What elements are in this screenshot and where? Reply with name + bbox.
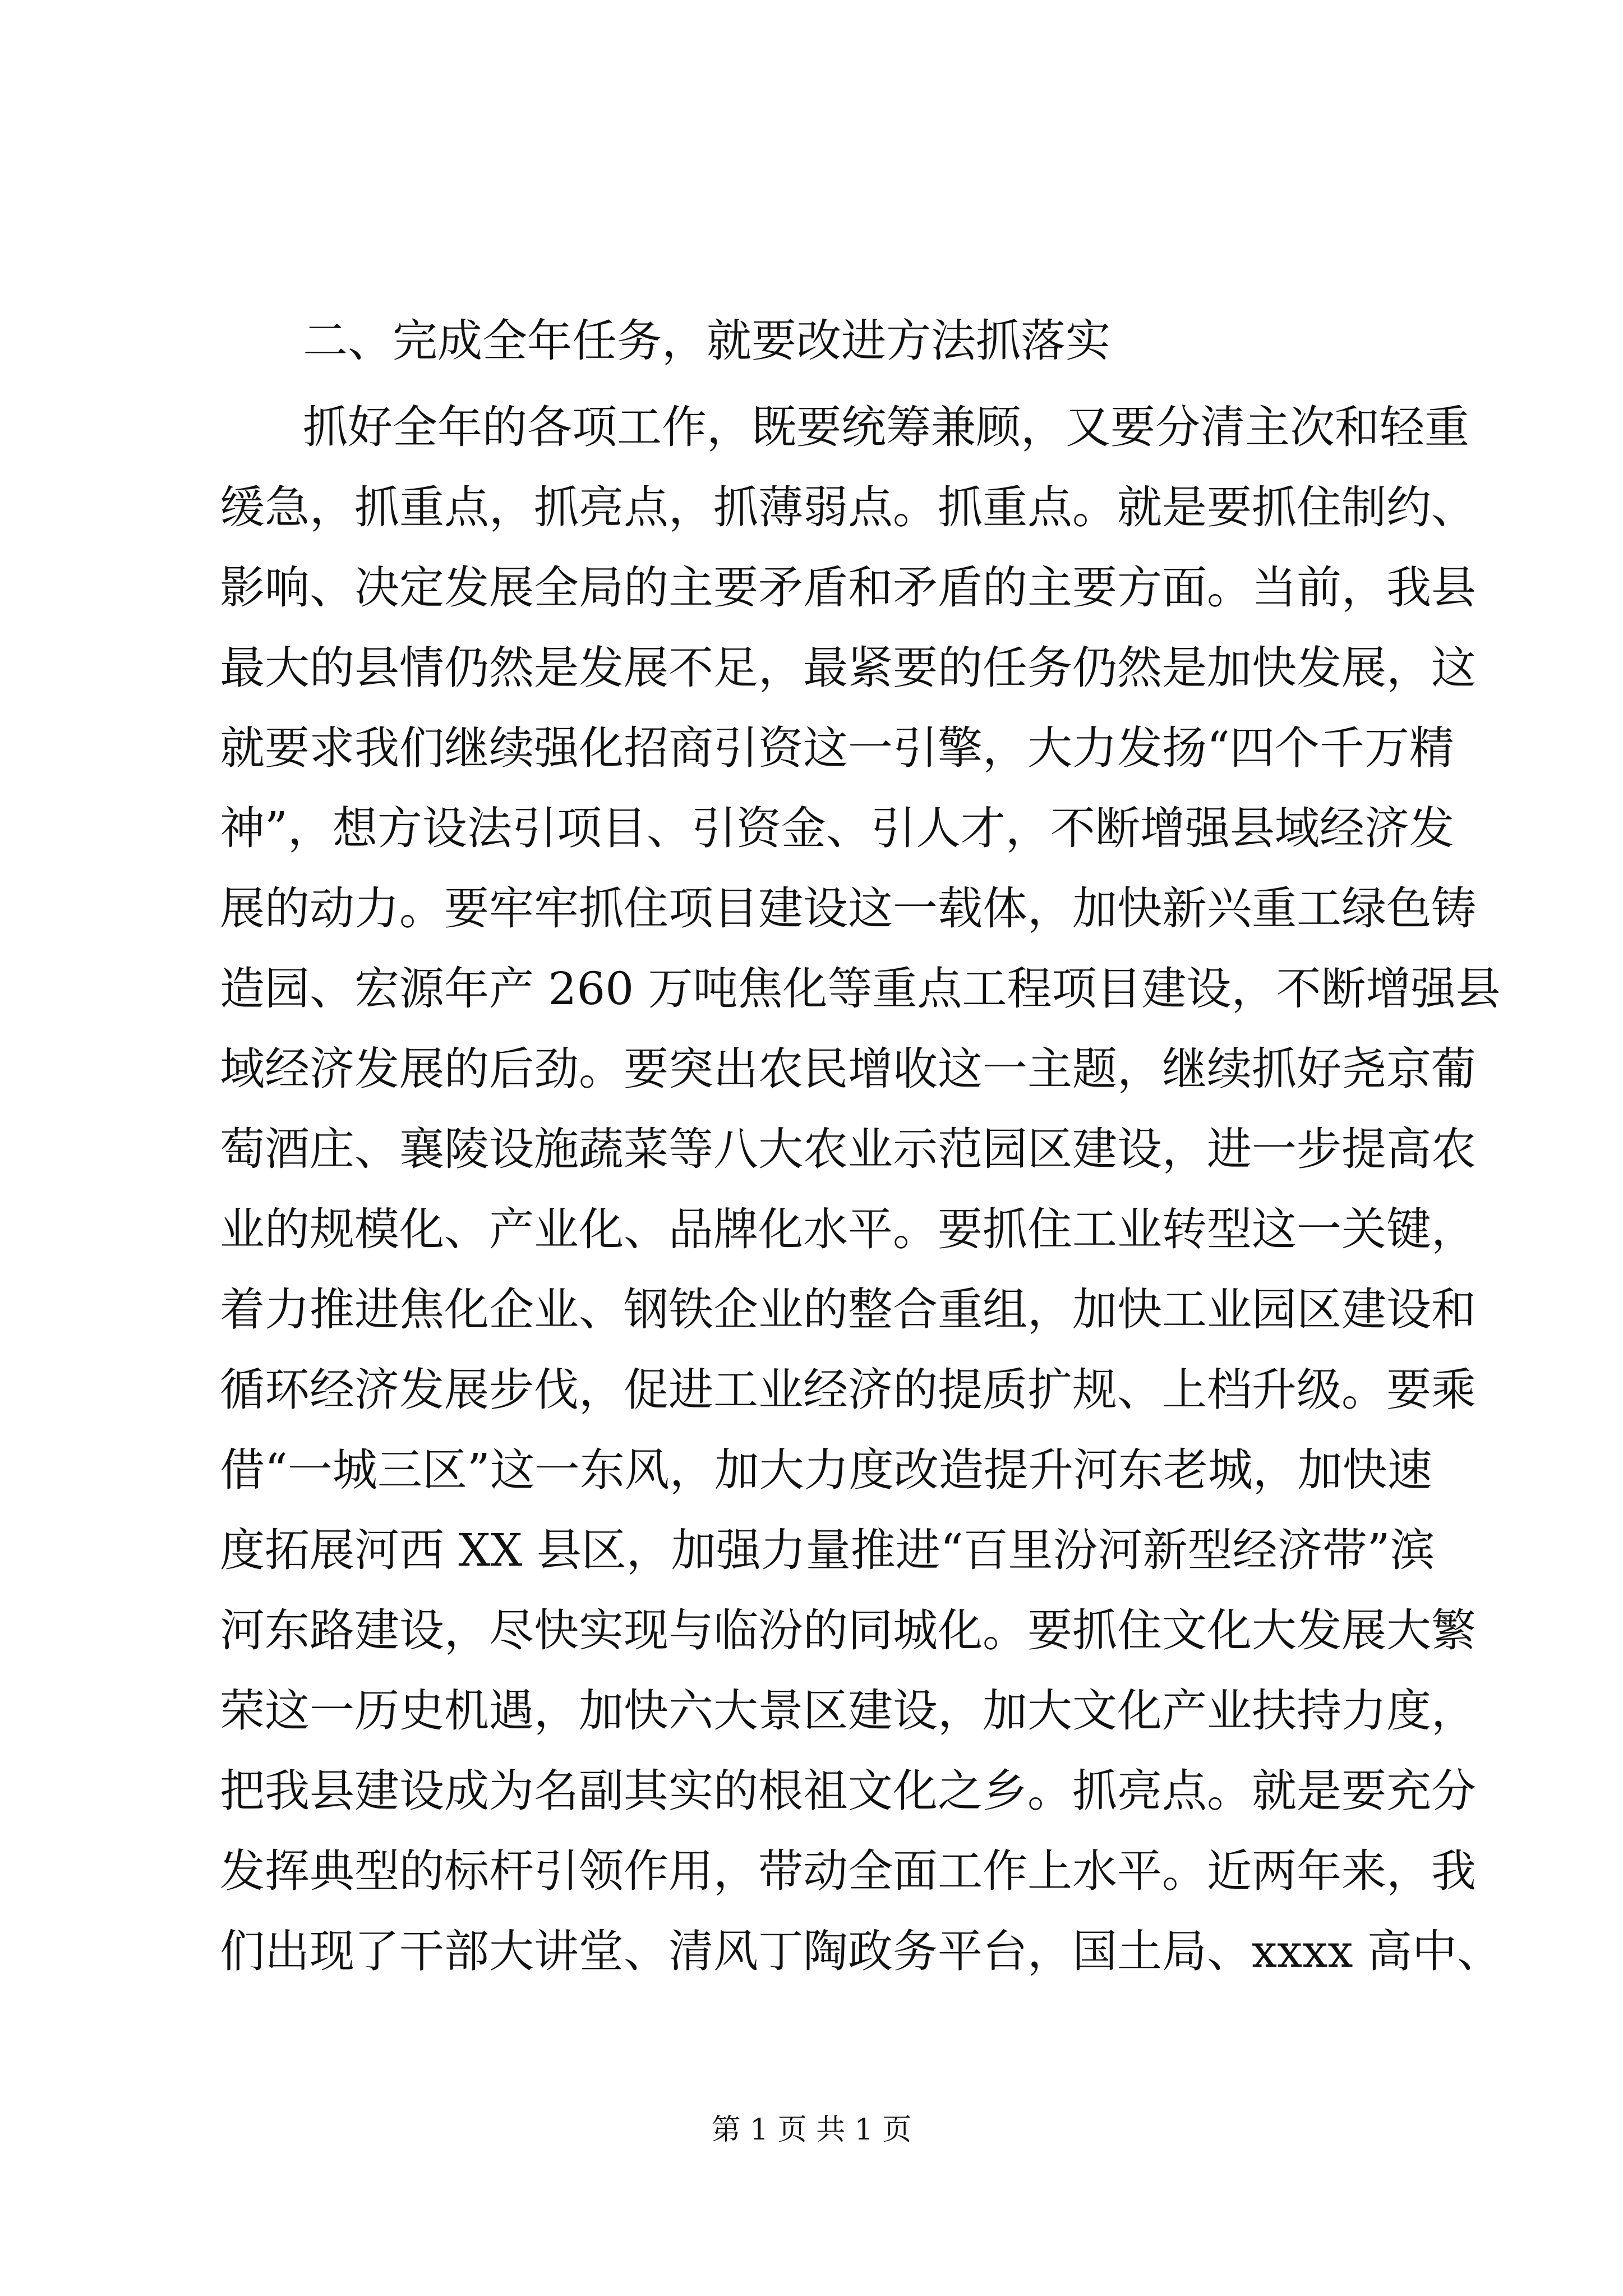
body-line: 循环经济发展步伐，促进工业经济的提质扩规、上档升级。要乘: [220, 1364, 1476, 1416]
page-footer: 第 1 页 共 1 页: [711, 2113, 912, 2147]
body-line: 着力推进焦化企业、钢铁企业的整合重组，加快工业园区建设和: [220, 1283, 1476, 1336]
body-line: 度拓展河西 XX 县区，加强力量推进“百里汾河新型经济带”滨: [220, 1524, 1435, 1576]
body-line: 把我县建设成为名副其实的根祖文化之乡。抓亮点。就是要充分: [220, 1765, 1476, 1817]
body-line: 神”，想方设法引项目、引资金、引人才，不断增强县域经济发: [220, 802, 1454, 854]
body-line: 们出现了干部大讲堂、清风丁陶政务平台，国土局、xxxx 高中、: [220, 1925, 1502, 1977]
body-line: 展的动力。要牢牢抓住项目建设这一载体，加快新兴重工绿色铸: [220, 882, 1476, 935]
body-line: 业的规模化、产业化、品牌化水平。要抓住工业转型这一关键，: [220, 1203, 1476, 1255]
section-heading: 二、完成全年任务，就要改进方法抓落实: [303, 315, 1110, 367]
body-line: 造园、宏源年产 260 万吨焦化等重点工程项目建设，不断增强县: [220, 963, 1501, 1015]
body-line: 缓急，抓重点，抓亮点，抓薄弱点。抓重点。就是要抓住制约、: [220, 481, 1476, 533]
body-line: 最大的县情仍然是发展不足，最紧要的任务仍然是加快发展，这: [220, 642, 1476, 694]
body-line: 抓好全年的各项工作，既要统筹兼顾，又要分清主次和轻重: [303, 401, 1469, 453]
body-line: 河东路建设，尽快实现与临汾的同城化。要抓住文化大发展大繁: [220, 1604, 1476, 1657]
body-line: 萄酒庄、襄陵设施蔬菜等八大农业示范园区建设，进一步提高农: [220, 1123, 1476, 1175]
body-line: 发挥典型的标杆引领作用，带动全面工作上水平。近两年来，我: [220, 1845, 1476, 1897]
body-line: 影响、决定发展全局的主要矛盾和矛盾的主要方面。当前，我县: [220, 562, 1476, 614]
body-paragraph: [220, 387, 1502, 1991]
body-line: 荣这一历史机遇，加快六大景区建设，加大文化产业扶持力度，: [220, 1685, 1476, 1737]
body-line: 域经济发展的后劲。要突出农民增收这一主题，继续抓好尧京葡: [220, 1043, 1476, 1095]
body-line: 借“一城三区”这一东风，加大力度改造提升河东老城，加快速: [220, 1444, 1432, 1496]
body-line: 就要求我们继续强化招商引资这一引擎，大力发扬“四个千万精: [220, 722, 1454, 774]
